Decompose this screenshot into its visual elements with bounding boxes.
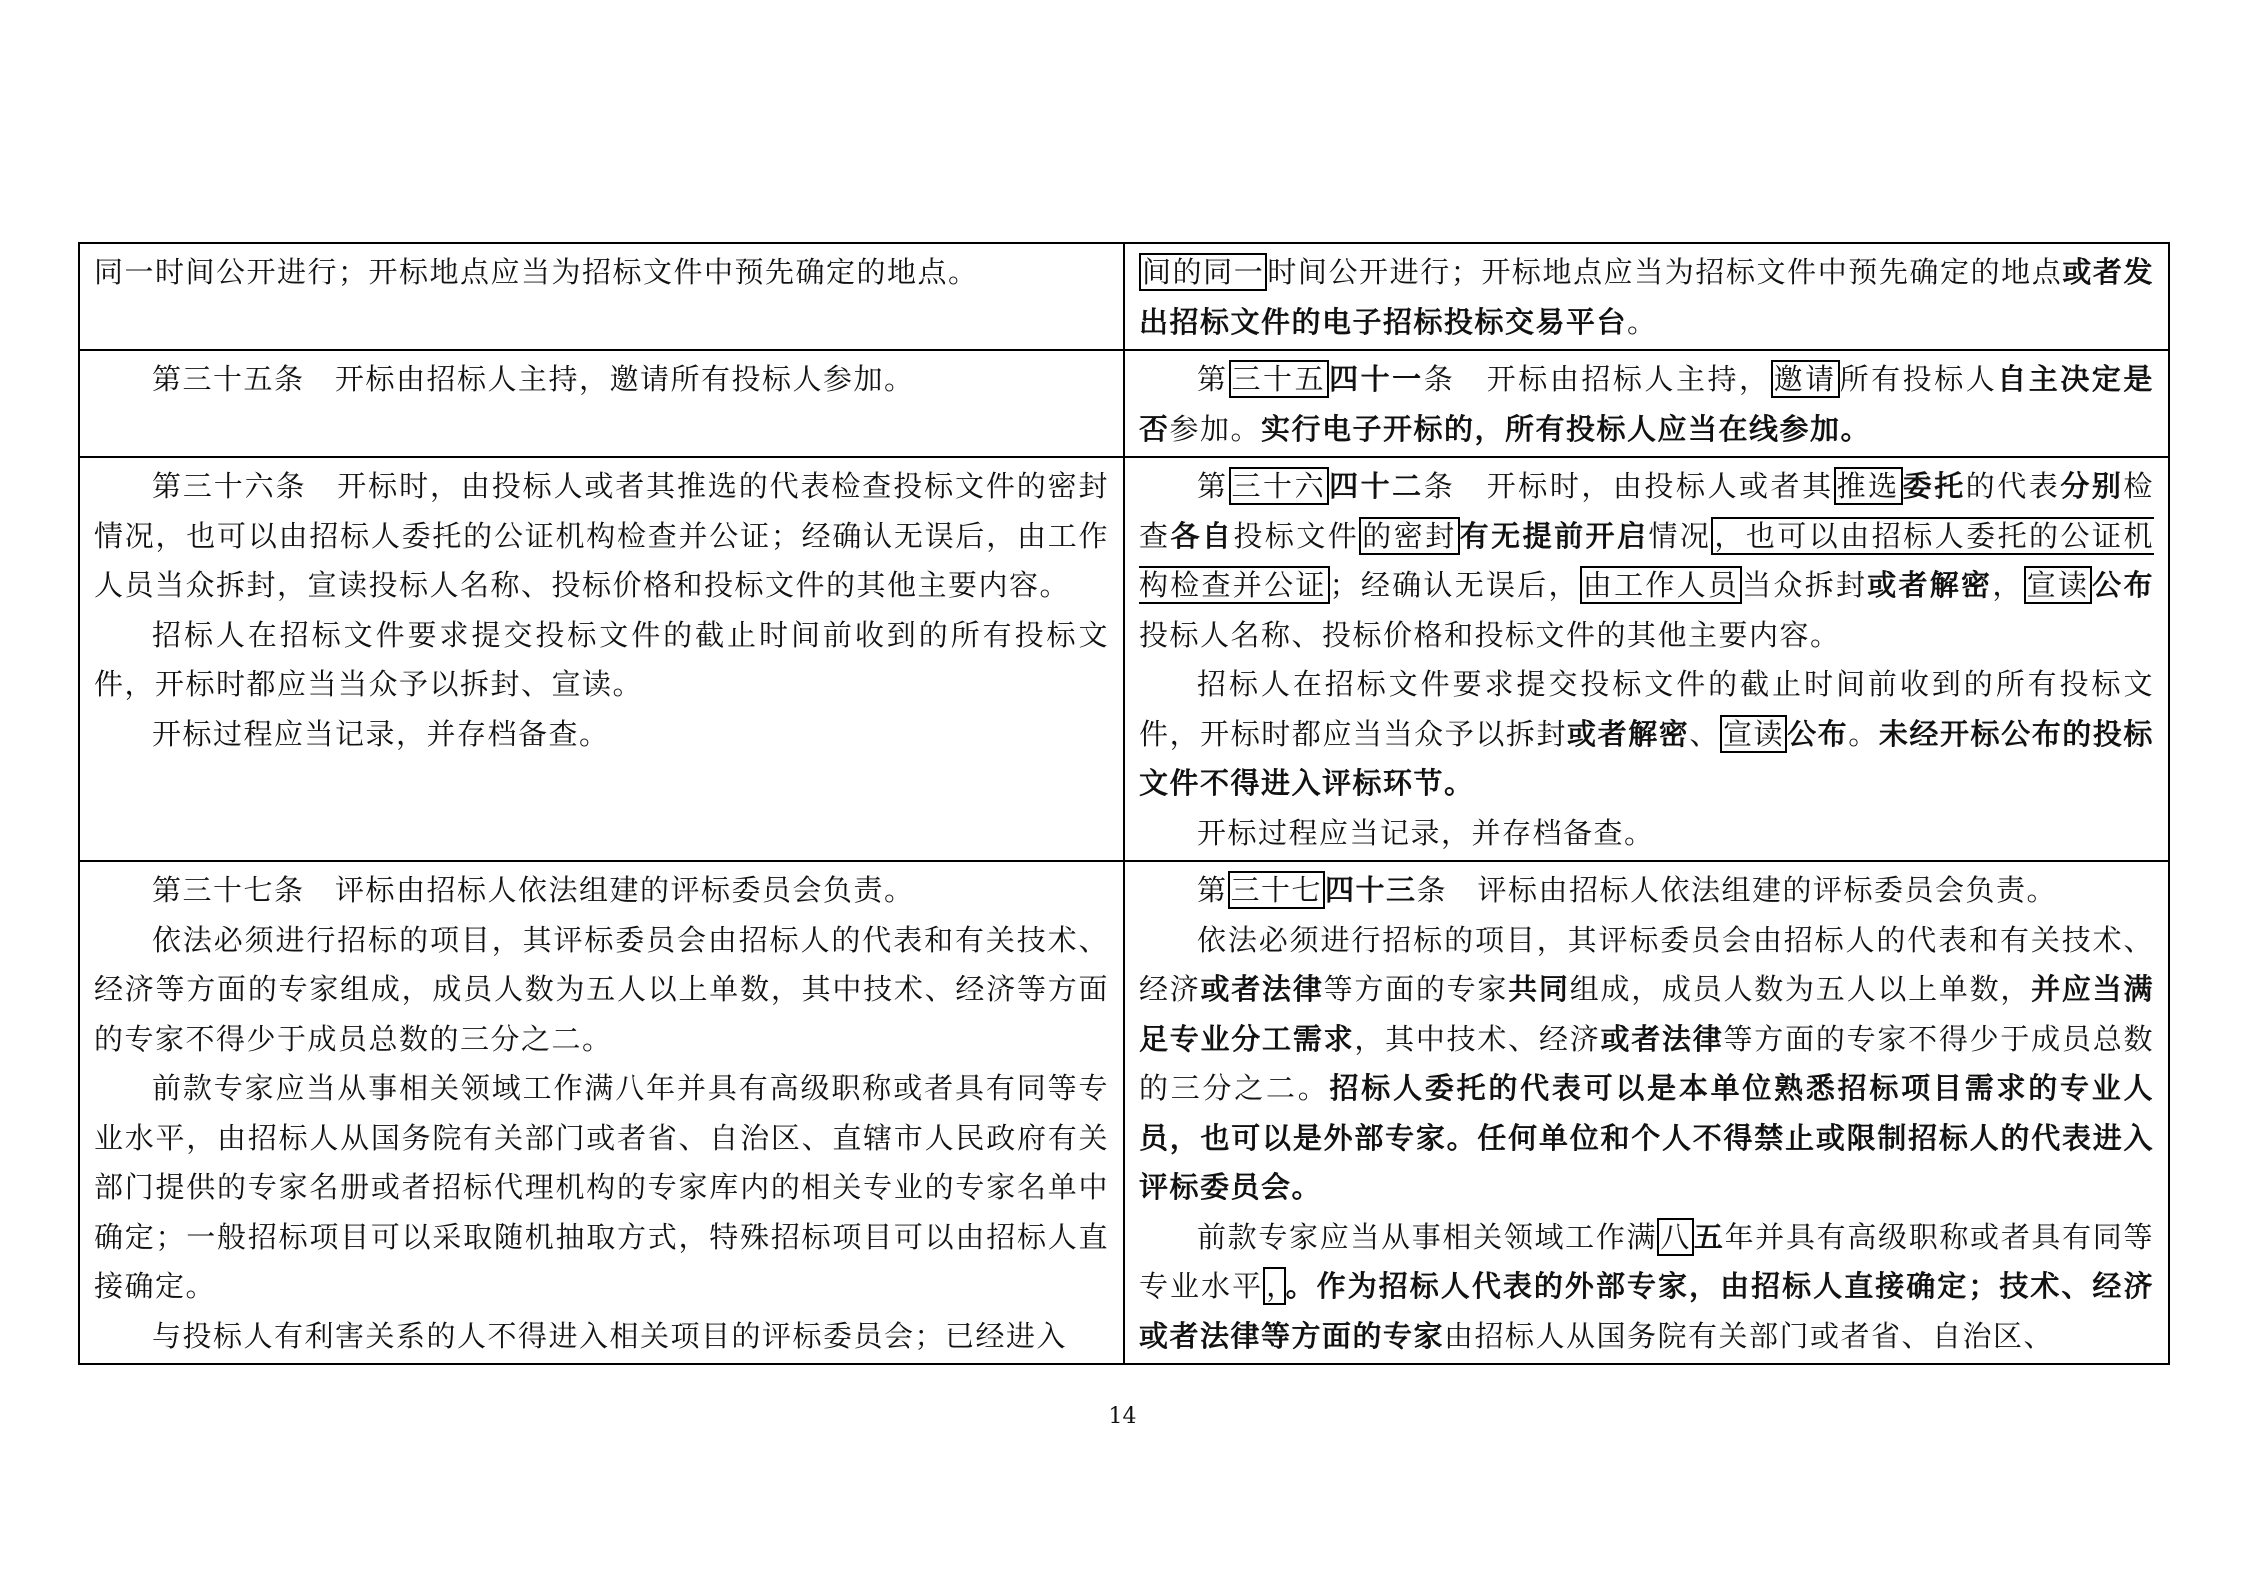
clause-text: 招标人在招标文件要求提交投标文件的截止时间前收到的所有投标文件，开标时都应当当众予以拆封、宣读。 bbox=[94, 617, 1109, 701]
clause-text: 投标人名称、投标价格和投标文件的其他主要内容。 bbox=[1139, 617, 1841, 652]
clause-text: 投标文件 bbox=[1233, 518, 1360, 553]
clause-text: 条 开标时，由投标人或者其 bbox=[1423, 469, 1834, 503]
clause-paragraph bbox=[1139, 660, 2154, 809]
added-text: 共同 bbox=[1508, 972, 1570, 1006]
clause-text: 情况 bbox=[1648, 518, 1712, 553]
clause-text: 招标人在招标文件要求提交投标文件的截止时间前收到的所有投标文件，开标时都应当当众予以拆封 bbox=[1139, 667, 2154, 751]
deleted-text: 的密封 bbox=[1359, 517, 1459, 555]
clause-text: ，其中技术、经济 bbox=[1354, 1021, 1601, 1056]
deleted-text: 邀请 bbox=[1771, 360, 1840, 398]
added-text: 自主决定是否 bbox=[1139, 362, 2154, 446]
deleted-text: ，也可以由招标人委托的公证机构检查并公证 bbox=[1139, 518, 2154, 602]
deleted-text: 三十七 bbox=[1228, 871, 1326, 909]
clause-text: ， bbox=[1992, 568, 2024, 602]
added-text: 实行电子开标的，所有投标人应当在线参加。 bbox=[1261, 411, 1872, 446]
clause-paragraph bbox=[94, 710, 1109, 760]
clause-text: 第三十六条 开标时，由投标人或者其推选的代表检查投标文件的密封情况，也可以由招标人委托的公证机构检查并公证；经确认无误后，由工作人员当众拆封，宣读投标人名称、投标价格和投标文件的其他主要内容。 bbox=[94, 469, 1109, 602]
deleted-text: 宣读 bbox=[1720, 715, 1787, 753]
added-text: 五 bbox=[1693, 1219, 1725, 1254]
clause-paragraph bbox=[94, 462, 1109, 611]
original-text-cell bbox=[79, 243, 1124, 350]
table-row bbox=[79, 457, 2169, 861]
added-text: 或者法律 bbox=[1600, 1021, 1724, 1056]
table-row bbox=[79, 861, 2169, 1364]
clause-text: 组成，成员人数为五人以上单数， bbox=[1569, 972, 2032, 1006]
clause-text: 由招标人从国务院有关部门或者省、自治区、 bbox=[1444, 1318, 2055, 1353]
added-text: 公布 bbox=[2092, 568, 2154, 602]
table-row bbox=[79, 350, 2169, 457]
added-text: 公布 bbox=[1787, 716, 1849, 751]
deleted-text: 推选 bbox=[1834, 467, 1903, 505]
clause-text: 等方面的专家不得少于成员总数的三分之二。 bbox=[1139, 1021, 2154, 1105]
clause-text: 当众拆封 bbox=[1742, 568, 1868, 602]
page-number: 14 bbox=[1108, 1404, 1137, 1429]
added-text: 委托 bbox=[1902, 469, 1966, 503]
original-text-cell bbox=[79, 350, 1124, 457]
added-text: 或者发出招标文件的电子招标投标交易平台 bbox=[1139, 255, 2154, 339]
clause-paragraph bbox=[1139, 866, 2154, 916]
clause-text: 前款专家应当从事相关领域工作满八年并具有高级职称或者具有同等专业水平，由招标人从国务院有关部门或者省、自治区、直辖市人民政府有关部门提供的专家名册或者招标代理机构的专家库内的相关专业的专家名单中确定；一般招标项目可以采取随机抽取方式，特殊招标项目可以由招标人直接确定。 bbox=[94, 1071, 1109, 1303]
clause-text: 年并具有高级职称或者具有同等专业水平 bbox=[1139, 1219, 2154, 1303]
clause-text: 所有投标人 bbox=[1839, 362, 1998, 396]
added-text: 或者法律 bbox=[1200, 972, 1324, 1006]
clause-text: 的代表 bbox=[1965, 469, 2061, 503]
added-text: 各自 bbox=[1170, 518, 1234, 553]
original-text-cell bbox=[79, 457, 1124, 861]
clause-text: 依法必须进行招标的项目，其评标委员会由招标人的代表和有关技术、经济等方面的专家组成，成员人数为五人以上单数，其中技术、经济等方面的专家不得少于成员总数的三分之二。 bbox=[94, 922, 1109, 1056]
clause-text: 依法必须进行招标的项目，其评标委员会由招标人的代表和有关技术、经济 bbox=[1139, 922, 2154, 1006]
added-text: 有无提前开启 bbox=[1459, 518, 1649, 553]
clause-paragraph bbox=[94, 916, 1109, 1065]
clause-paragraph bbox=[94, 248, 1109, 298]
table-row bbox=[79, 243, 2169, 350]
clause-paragraph bbox=[1139, 1213, 2154, 1362]
added-text: 未经开标公布的投标文件不得进入评标环节。 bbox=[1139, 716, 2154, 800]
clause-text: 开标过程应当记录，并存档备查。 bbox=[152, 716, 610, 751]
comparison-table bbox=[78, 242, 2170, 1365]
added-text: 或者解密 bbox=[1867, 568, 1993, 602]
clause-paragraph bbox=[1139, 355, 2154, 454]
revised-text-cell bbox=[1124, 243, 2169, 350]
deleted-text: 三十六 bbox=[1229, 467, 1330, 505]
added-text: 。作为招标人代表的外部专家，由招标人直接确定；技术、经济或者法律等方面的专家 bbox=[1139, 1269, 2154, 1353]
clause-paragraph bbox=[94, 611, 1109, 710]
revised-text-cell bbox=[1124, 861, 2169, 1364]
clause-text: 与投标人有利害关系的人不得进入相关项目的评标委员会；已经进入 bbox=[152, 1318, 1068, 1353]
clause-paragraph bbox=[94, 355, 1109, 405]
added-text: 或者解密 bbox=[1567, 716, 1690, 751]
deleted-text: ， bbox=[1263, 1267, 1286, 1305]
deleted-text: 八 bbox=[1657, 1218, 1694, 1256]
revised-text-cell bbox=[1124, 350, 2169, 457]
clause-text: 第三十五条 开标由招标人主持，邀请所有投标人参加。 bbox=[152, 362, 915, 396]
clause-text: 开标过程应当记录，并存档备查。 bbox=[1197, 815, 1655, 850]
clause-text: 、 bbox=[1689, 716, 1720, 751]
clause-paragraph bbox=[1139, 916, 2154, 1213]
added-text: 四十二 bbox=[1329, 469, 1424, 503]
clause-text: 同一时间公开进行；开标地点应当为招标文件中预先确定的地点。 bbox=[94, 255, 979, 289]
deleted-text: 三十五 bbox=[1229, 360, 1330, 398]
clause-paragraph bbox=[94, 866, 1109, 916]
deleted-text: 宣读 bbox=[2024, 566, 2093, 604]
added-text: 并应当满足专业分工需求 bbox=[1139, 972, 2154, 1056]
clause-text: 参加。 bbox=[1169, 411, 1262, 446]
clause-text: 。 bbox=[1627, 304, 1658, 339]
clause-paragraph bbox=[94, 1064, 1109, 1312]
deleted-text: 间的同一 bbox=[1139, 253, 1267, 291]
deleted-text: 由工作人员 bbox=[1580, 566, 1742, 604]
clause-text: 第 bbox=[1197, 873, 1228, 907]
clause-paragraph bbox=[1139, 809, 2154, 859]
clause-text: 第 bbox=[1197, 469, 1229, 503]
clause-paragraph bbox=[1139, 462, 2154, 660]
clause-text: ；经确认无误后， bbox=[1329, 568, 1580, 602]
added-text: 招标人委托的代表可以是本单位熟悉招标项目需求的专业人员，也可以是外部专家。任何单位和个人不得禁止或限制招标人的代表进入评标委员会。 bbox=[1139, 1071, 2154, 1204]
original-text-cell bbox=[79, 861, 1124, 1364]
clause-text: 。 bbox=[1848, 716, 1879, 751]
clause-text: 前款专家应当从事相关领域工作满 bbox=[1197, 1219, 1658, 1254]
clause-text: 第 bbox=[1197, 362, 1229, 396]
revised-text-cell bbox=[1124, 457, 2169, 861]
clause-text: 检查 bbox=[1139, 469, 2154, 553]
clause-paragraph bbox=[1139, 248, 2154, 347]
clause-text: 等方面的专家 bbox=[1323, 972, 1509, 1006]
clause-paragraph bbox=[94, 1312, 1109, 1362]
added-text: 分别 bbox=[2060, 469, 2124, 503]
clause-text: 条 评标由招标人依法组建的评标委员会负责。 bbox=[1416, 873, 2058, 907]
clause-text: 第三十七条 评标由招标人依法组建的评标委员会负责。 bbox=[152, 873, 915, 907]
added-text: 四十三 bbox=[1325, 873, 1417, 907]
clause-text: 时间公开进行；开标地点应当为招标文件中预先确定的地点 bbox=[1267, 255, 2063, 289]
added-text: 四十一 bbox=[1329, 362, 1424, 396]
clause-text: 条 开标由招标人主持， bbox=[1423, 362, 1771, 396]
